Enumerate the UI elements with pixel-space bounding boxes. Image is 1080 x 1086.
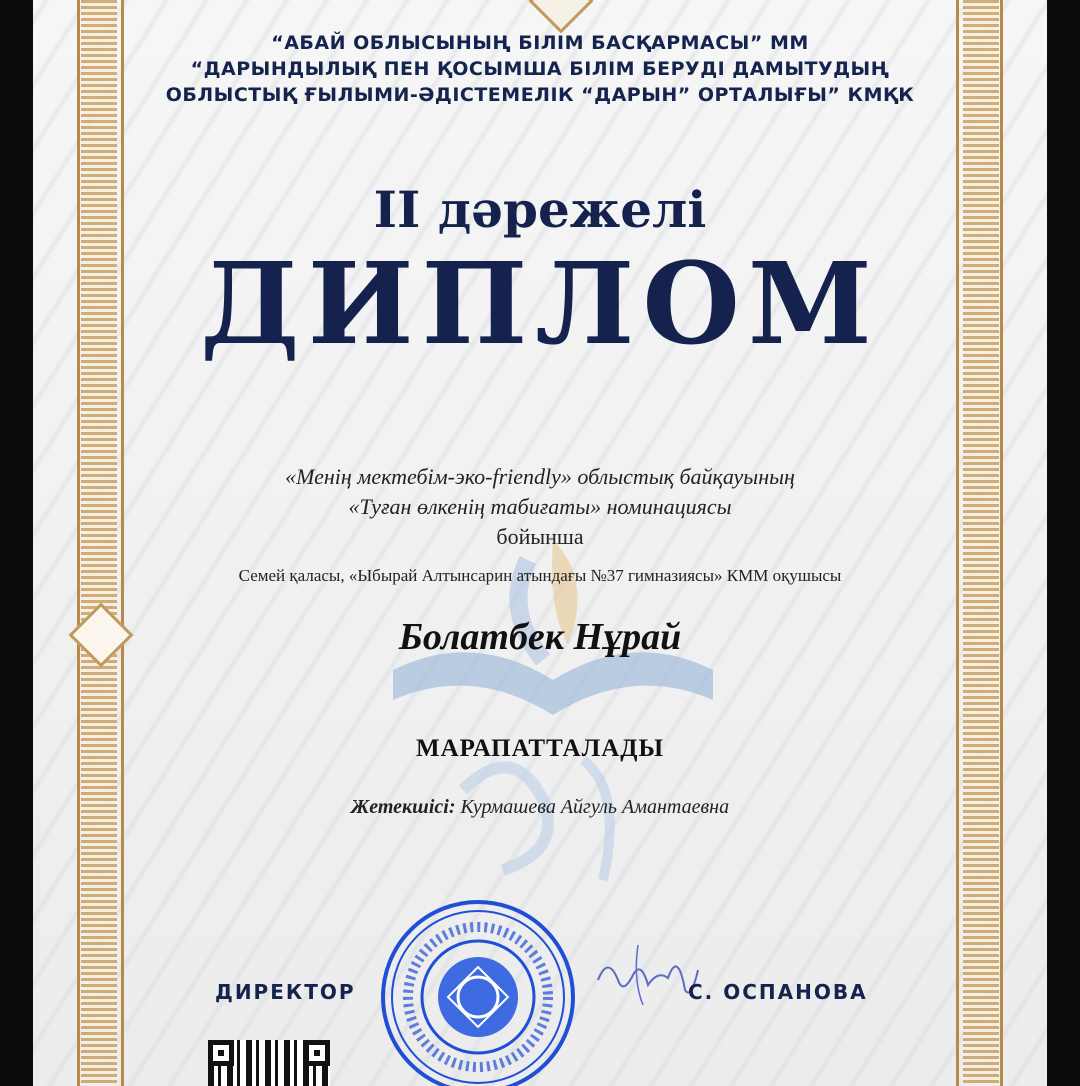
official-stamp <box>378 897 578 1086</box>
issuer-header <box>33 30 1047 108</box>
award-text: МАРАПАТТАЛАДЫ <box>415 735 665 762</box>
issuer-line-1: “АБАЙ ОБЛЫСЫНЫҢ БІЛІМ БАСҚАРМАСЫ” ММ <box>271 32 809 54</box>
top-ornament <box>528 0 593 34</box>
issuer-line-2: “ДАРЫНДЫЛЫҚ ПЕН ҚОСЫМША БІЛІМ БЕРУДІ ДАМЫТУДЫҢ <box>190 58 890 80</box>
director-name: С. ОСПАНОВА <box>688 980 868 1004</box>
director-label: ДИРЕКТОР <box>215 980 356 1004</box>
qr-finder-left <box>208 1040 234 1066</box>
competition-line-3: бойынша <box>496 524 584 549</box>
mentor-name: Курмашева Айгуль Амантаевна <box>460 796 730 818</box>
diploma-title: ДИПЛОМ <box>200 239 880 370</box>
student-name: Болатбек Нұрай <box>398 616 682 658</box>
diploma-sheet <box>33 0 1047 1086</box>
competition-block <box>33 462 1047 552</box>
degree-title: II дәрежелі <box>373 180 707 239</box>
mentor-line <box>33 796 1047 819</box>
qr-code <box>208 1040 330 1086</box>
issuer-line-3: ОБЛЫСТЫҚ ҒЫЛЫМИ-ӘДІСТЕМЕЛІК “ДАРЫН” ОРТАЛЫҒЫ” КМҚК <box>165 84 915 106</box>
director-signature <box>593 940 703 1010</box>
qr-finder-right <box>304 1040 330 1066</box>
competition-line-2: «Туған өлкенің табиғаты» номинациясы <box>348 494 732 519</box>
mentor-label: Жетекшісі: <box>350 796 456 818</box>
competition-line-1: «Менің мектебім-эко-friendly» облыстық байқауының <box>285 464 795 489</box>
school-line: Семей қаласы, «Ыбырай Алтынсарин атындағы №37 гимназиясы» КММ оқушысы <box>238 566 842 585</box>
